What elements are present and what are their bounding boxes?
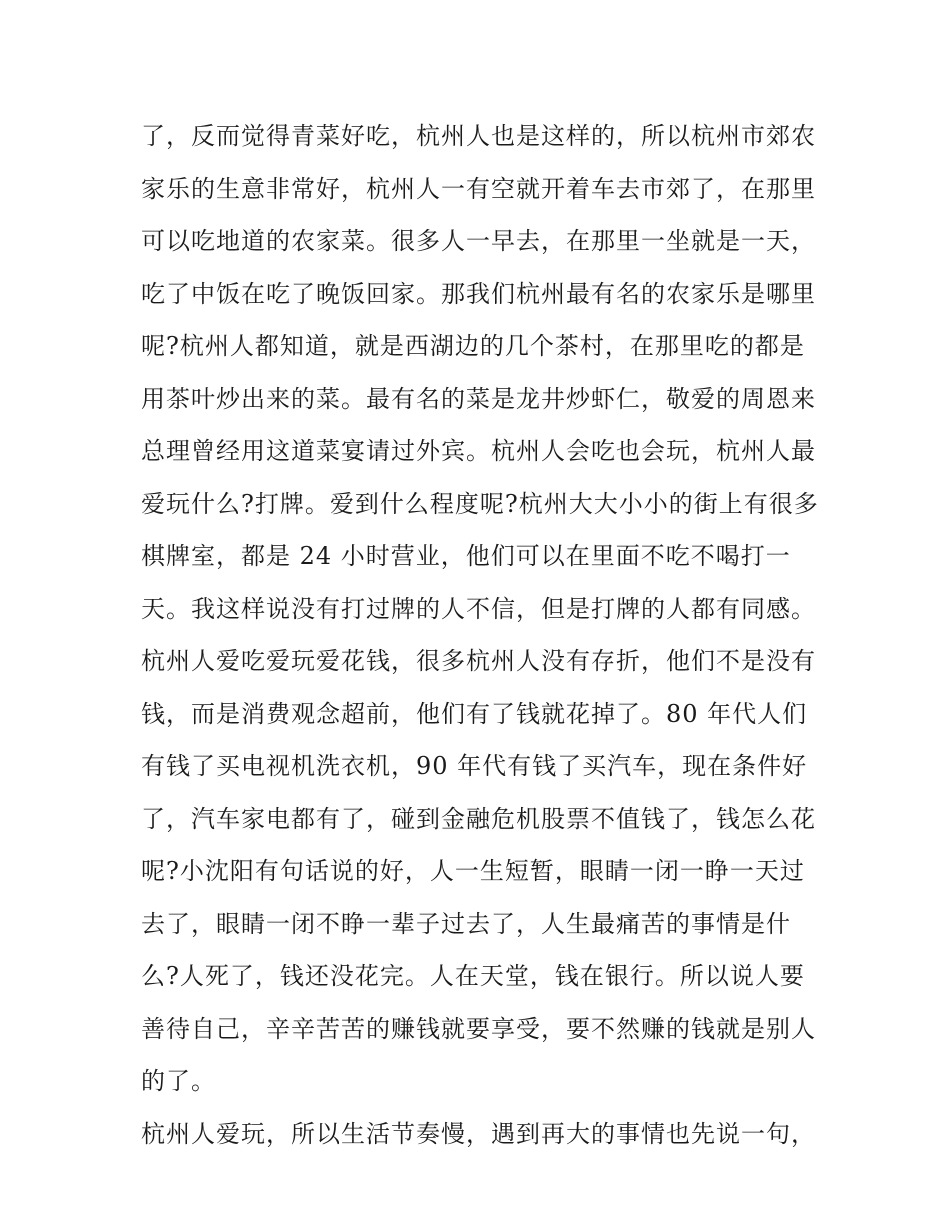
- text-line: 呢?小沈阳有句话说的好，人一生短暂，眼睛一闭一睁一天过: [141, 857, 805, 885]
- text-line: 了，反而觉得青菜好吃，杭州人也是这样的，所以杭州市郊农: [141, 122, 816, 150]
- text-line: 杭州人爱吃爱玩爱花钱，很多杭州人没有存折，他们不是没有: [141, 647, 816, 675]
- text-line: 可以吃地道的农家菜。很多人一早去，在那里一坐就是一天，: [141, 227, 816, 255]
- text-line: 有钱了买电视机洗衣机，90 年代有钱了买汽车，现在条件好: [141, 752, 808, 780]
- text-line: 总理曾经用这道菜宴请过外宾。杭州人会吃也会玩，杭州人最: [141, 437, 816, 465]
- text-line: 天。我这样说没有打过牌的人不信，但是打牌的人都有同感。: [141, 594, 816, 623]
- text-line: 呢?杭州人都知道，就是西湖边的几个茶村，在那里吃的都是: [141, 332, 805, 360]
- text-line: 吃了中饭在吃了晚饭回家。那我们杭州最有名的农家乐是哪里: [141, 279, 816, 308]
- text-line: 善待自己，辛辛苦苦的赚钱就要享受，要不然赚的钱就是别人: [141, 1014, 816, 1043]
- text-line: 爱玩什么?打牌。爱到什么程度呢?杭州大大小小的街上有很多: [141, 489, 819, 518]
- text-line: 了，汽车家电都有了，碰到金融危机股票不值钱了，钱怎么花: [141, 804, 816, 833]
- text-line: 棋牌室，都是 24 小时营业，他们可以在里面不吃不喝打一: [141, 542, 791, 570]
- text-line: 用茶叶炒出来的菜。最有名的菜是龙井炒虾仁，敬爱的周恩来: [141, 384, 816, 413]
- text-line: 钱，而是消费观念超前，他们有了钱就花掉了。80 年代人们: [141, 699, 808, 728]
- text-line: 的了。: [141, 1067, 216, 1095]
- text-line: 杭州人爱玩，所以生活节奏慢，遇到再大的事情也先说一句，: [141, 1119, 816, 1148]
- body-text: [141, 110, 821, 1160]
- text-line: 么?人死了，钱还没花完。人在天堂，钱在银行。所以说人要: [141, 962, 805, 990]
- text-line: 家乐的生意非常好，杭州人一有空就开着车去市郊了，在那里: [141, 174, 816, 203]
- text-line: 去了，眼睛一闭不睁一辈子过去了，人生最痛苦的事情是什: [141, 909, 791, 938]
